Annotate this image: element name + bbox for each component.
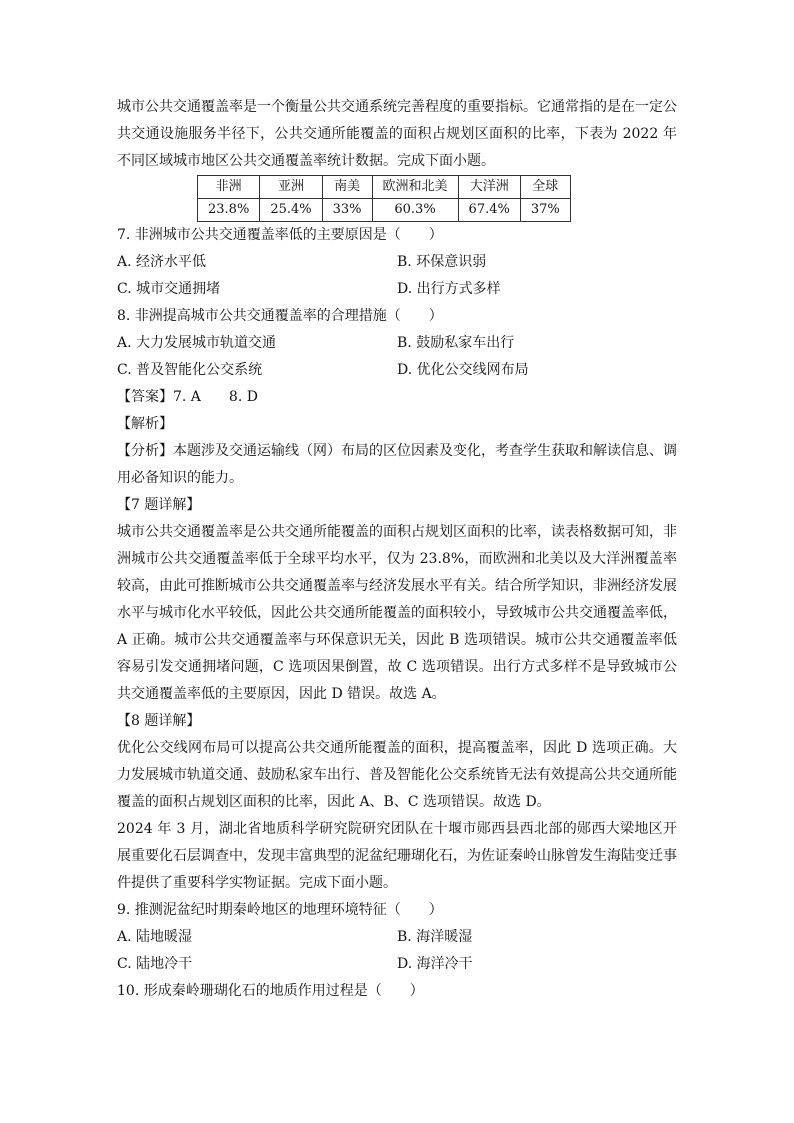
- question-8-stem: 8. 非洲提高城市公共交通覆盖率的合理措施（ ）: [117, 308, 443, 324]
- q8-detail-paragraph: 优化公交线网布局可以提高公共交通所能覆盖的面积，提高覆盖率，因此 D 选项正确。大力发展城市轨道交通、鼓励私家车出行、普及智能化公交系统皆无法有效提高公共交通所能覆盖的面积占规划区面积的比率，因此 A、B、C 选项错误。故选 D。: [117, 740, 677, 810]
- table-header-cell: 亚洲: [260, 176, 322, 199]
- table-value-cell: 67.4%: [458, 199, 520, 222]
- table-header-cell: 南美: [322, 176, 372, 199]
- table-header-cell: 欧洲和北美: [372, 176, 458, 199]
- intro-paragraph-2: 2024 年 3 月，湖北省地质科学研究院研究团队在十堰市郧西县西北部的郧西大梁地区开展重要化石层调查中，发现丰富典型的泥盆纪珊瑚化石，为佐证秦岭山脉曾发生海陆变迁事件提供了重要科学实物证据。完成下面小题。: [117, 821, 677, 891]
- option-9c: C. 陆地冷干: [117, 956, 193, 972]
- table-value-cell: 25.4%: [260, 199, 322, 222]
- table-value-cell: 60.3%: [372, 199, 458, 222]
- option-7d: D. 出行方式多样: [397, 281, 501, 297]
- question-8-options-row-1: [117, 330, 677, 357]
- option-7c: C. 城市交通拥堵: [117, 281, 221, 297]
- option-7a: A. 经济水平低: [117, 254, 207, 270]
- table-value-cell: 33%: [322, 199, 372, 222]
- table-header-cell: 非洲: [198, 176, 260, 199]
- q7-detail-tag: 【7 题详解】: [117, 497, 201, 513]
- option-8a: A. 大力发展城市轨道交通: [117, 335, 277, 351]
- question-8-options-row-2: [117, 357, 677, 384]
- table-header-cell: 全球: [520, 176, 570, 199]
- option-7b: B. 环保意识弱: [397, 254, 487, 270]
- option-8c: C. 普及智能化公交系统: [117, 362, 263, 378]
- table-header-cell: 大洋洲: [458, 176, 520, 199]
- document-content: [117, 94, 677, 1005]
- table-header-row: [198, 176, 571, 199]
- option-9b: B. 海洋暖湿: [397, 929, 473, 945]
- table-value-cell: 23.8%: [198, 199, 260, 222]
- question-9-options-row-2: [117, 951, 677, 978]
- answer-line: 【答案】7. A 8. D: [117, 389, 258, 405]
- question-10-stem: 10. 形成秦岭珊瑚化石的地质作用过程是（ ）: [117, 983, 424, 999]
- question-7-options-row-1: [117, 249, 677, 276]
- option-8d: D. 优化公交线网布局: [397, 362, 529, 378]
- question-9-options-row-1: [117, 924, 677, 951]
- q8-detail-tag: 【8 题详解】: [117, 713, 201, 729]
- intro-paragraph-1: 城市公共交通覆盖率是一个衡量公共交通系统完善程度的重要指标。它通常指的是在一定公共交通设施服务半径下，公共交通所能覆盖的面积占规划区面积的比率，下表为 2022 年不同区域城市地区公共交通覆盖率统计数据。完成下面小题。: [117, 99, 677, 169]
- analysis-paragraph: 【分析】本题涉及交通运输线（网）布局的区位因素及变化，考查学生获取和解读信息、调用必备知识的能力。: [117, 443, 677, 486]
- analysis-tag: 【解析】: [117, 416, 173, 432]
- question-7-stem: 7. 非洲城市公共交通覆盖率低的主要原因是（ ）: [117, 227, 443, 243]
- question-9-stem: 9. 推测泥盆纪时期秦岭地区的地理环境特征（ ）: [117, 902, 443, 918]
- q7-detail-paragraph: 城市公共交通覆盖率是公共交通所能覆盖的面积占规划区面积的比率，读表格数据可知，非洲城市公共交通覆盖率低于全球平均水平，仅为 23.8%，而欧洲和北美以及大洋洲覆盖率较高，由此可推断城市公共交通覆盖率与经济发展水平有关。结合所学知识，非洲经济发展水平与城市化水平较低，因此公共交通所能覆盖的面积较小，导致城市公共交通覆盖率低，A 正确。城市公共交通覆盖率与环保意识无关，因此 B 选项错误。城市公共交通覆盖率低容易引发交通拥堵问题，C 选项因果倒置，故 C 选项错误。出行方式多样不是导致城市公共交通覆盖率低的主要原因，因此 D 错误。故选 A。: [117, 524, 677, 702]
- question-7-options-row-2: [117, 276, 677, 303]
- option-9a: A. 陆地暖湿: [117, 929, 193, 945]
- option-9d: D. 海洋冷干: [397, 956, 473, 972]
- table-value-cell: 37%: [520, 199, 570, 222]
- coverage-table: [197, 175, 571, 222]
- table-value-row: [198, 199, 571, 222]
- option-8b: B. 鼓励私家车出行: [397, 335, 515, 351]
